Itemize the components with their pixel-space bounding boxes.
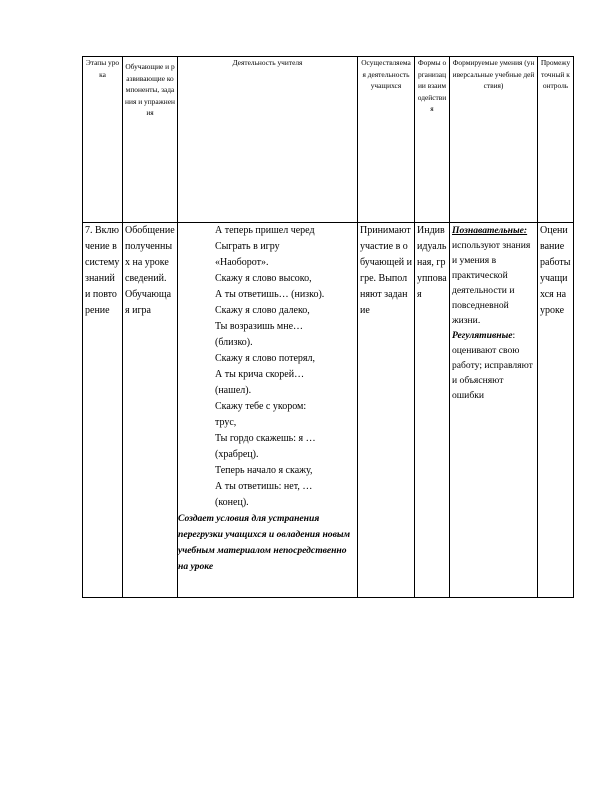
header-control: Промежуточный контроль xyxy=(538,57,574,223)
header-teacher-activity: Деятельность учителя xyxy=(178,57,358,223)
teacher-note xyxy=(178,511,355,575)
verse-line: «Наоборот». xyxy=(215,257,269,268)
cell-skills xyxy=(450,223,538,598)
verse-line: Ты возразишь мне… xyxy=(215,321,304,332)
verse-line: А теперь пришел черед xyxy=(215,225,315,236)
verse-line: (храбрец). xyxy=(215,449,259,460)
cell-teacher-activity xyxy=(178,223,358,598)
header-interaction-forms: Формы организации взаимодействия xyxy=(415,57,450,223)
cognitive-label: Познавательные: xyxy=(452,225,528,236)
verse-line: Скажу я слово далеко, xyxy=(215,305,310,316)
header-student-activity: Осуществляемая деятельность учащихся xyxy=(358,57,415,223)
table-header-row xyxy=(83,57,574,223)
verse-line: А ты крича скорей… xyxy=(215,369,305,380)
cognitive-text: используют знания и умения в практической деятельности и повседневной жизни. xyxy=(452,240,531,326)
cell-control: Оценивание работы учащихся на уроке xyxy=(538,223,574,598)
cell-interaction-forms: Индивидуальная, групповая xyxy=(415,223,450,598)
table-row xyxy=(83,223,574,598)
verse-line: (конец). xyxy=(215,497,249,508)
header-skills: Формируемые умения (универсальные учебные действия) xyxy=(450,57,538,223)
verse-line: (близко). xyxy=(215,337,253,348)
header-stages: Этапы урока xyxy=(83,57,123,223)
teacher-note-text: Создает условия для устранения перегрузки учащихся и овладения новым учебным материалом непосредственно на уроке xyxy=(178,513,351,572)
verse-line: Скажу тебе с укором: xyxy=(215,401,307,412)
verse-line: Сыграть в игру xyxy=(215,241,280,252)
verse-line: А ты ответишь… (низко). xyxy=(215,289,325,300)
game-verse xyxy=(178,223,355,511)
verse-line: Теперь начало я скажу, xyxy=(215,465,313,476)
verse-line: Скажу я слово потерял, xyxy=(215,353,316,364)
verse-line: Скажу я слово высоко, xyxy=(215,273,312,284)
regulative-label: Регулятивные xyxy=(452,330,513,341)
verse-line: трус, xyxy=(215,417,237,428)
cell-stage: 7. Включение в систему знаний и повторение xyxy=(83,223,123,598)
cell-student-activity: Принимают участие в обучающей игре. Выполняют задание xyxy=(358,223,415,598)
regulative-text: : оценивают свою работу; исправляют и объясняют ошибки xyxy=(452,330,533,401)
header-components: Обучающие и развивающие компоненты, задания и упражнения xyxy=(123,57,178,223)
verse-line: (нашел). xyxy=(215,385,252,396)
lesson-plan-table xyxy=(82,56,574,598)
verse-line: А ты ответишь: нет, … xyxy=(215,481,313,492)
cell-components: Обобщение полученных на уроке сведений. Обучающая игра xyxy=(123,223,178,598)
verse-line: Ты гордо скажешь: я … xyxy=(215,433,316,444)
